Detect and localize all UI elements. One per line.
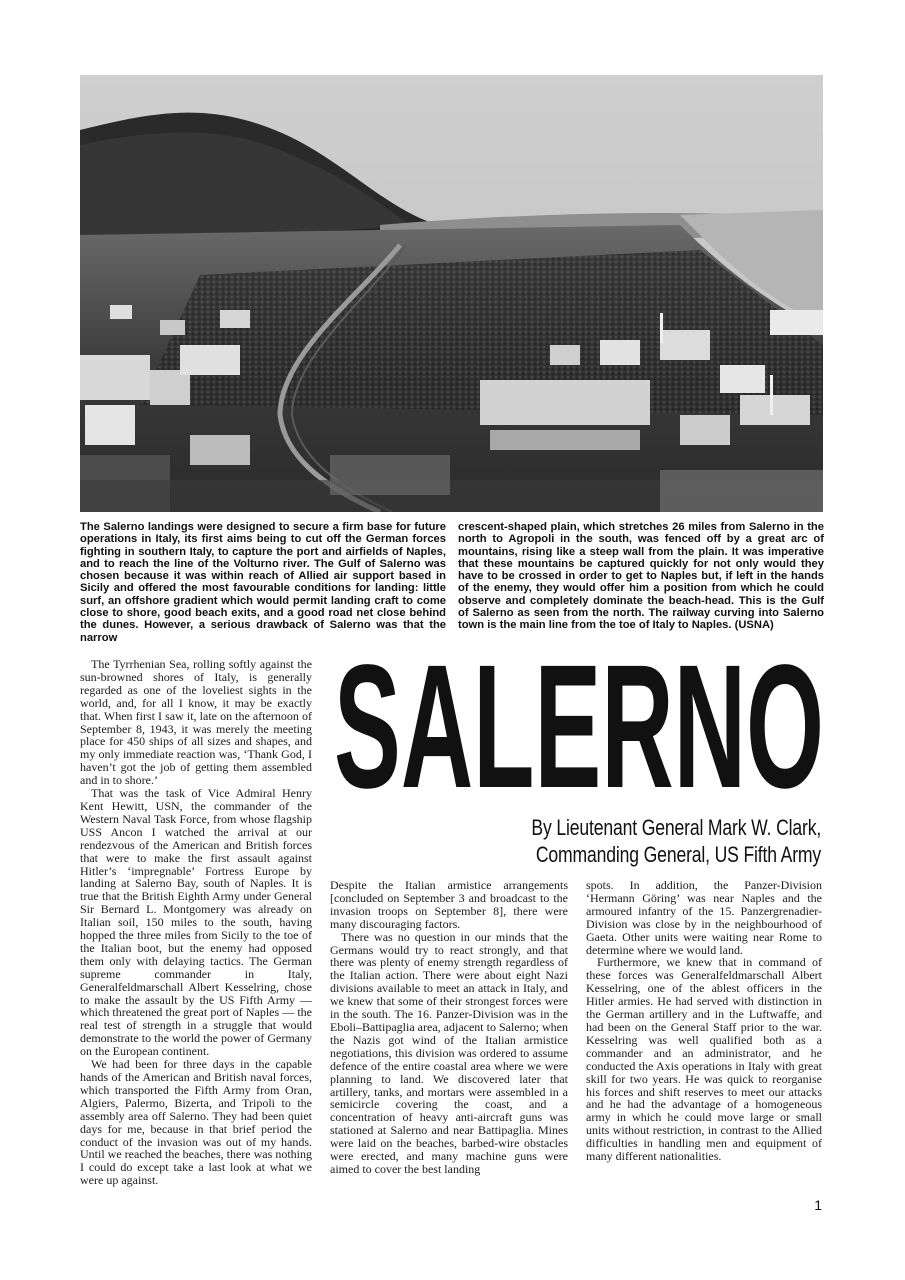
article-title — [334, 658, 826, 790]
body-column-1 — [80, 658, 312, 1187]
paragraph: Furthermore, we knew that in command of these forces was Generalfeldmarschall Albert Kesselring, one of the ablest officers in the Hitler armies. He had served with distinction in the German artillery and in the Luftwaffe, and had been on the General Staff prior to the war. Kesselring was well qualified both as a commander and an administrator, and he conducted the Axis operations in Italy with great skill for two years. He was quick to reorganise his forces and shift reserves to meet our attacks and he had the advantage of a homogeneous army in which he could move large or small units without restriction, in contrast to the Allied difficulties in handling men and equipment of many different nationalities. — [586, 955, 822, 1164]
landscape-photo-icon — [80, 75, 823, 512]
paragraph: We had been for three days in the capable hands of the American and British naval forces, which transported the Fifth Army from Oran, Algiers, Palermo, Bizerta, and Tripoli to the assembly area off Salerno. They had been quiet days for me, because in that brief period the conduct of the invasion was out of my hands. Until we reached the beaches, there was nothing I could do except take a last look at what we were up against. — [80, 1057, 312, 1188]
byline — [531, 814, 821, 868]
caption-left-text: The Salerno landings were designed to secure a firm base for future operations in Italy, its first aims being to cut off the German forces fighting in southern Italy, to capture the port and airfields of Naples, and to reach the line of the Volturno river. The Gulf of Salerno was chosen because it was within reach of Allied air support based in Sicily and offered the most favourable conditions for landing: little surf, an offshore gradient which would permit landing craft to come close to shore, good beach exits, and a good road net close behind the dunes. However, a serious drawback of Salerno was that the narrow — [80, 521, 446, 644]
page-number: 1 — [814, 1197, 822, 1213]
byline-line-1: By Lieutenant General Mark W. Clark, — [531, 815, 821, 840]
paragraph: That was the task of Vice Admiral Henry Kent Hewitt, USN, the commander of the Western Naval Task Force, from whose flagship USS Ancon I watched the arrival at our rendezvous of the American and British forces that were to make the first assault against Hitler’s ‘impregnable’ Fortress Europe by landing at Salerno Bay, south of Naples. It is true that the British Eighth Army under General Sir Bernard L. Montgomery was already on Italian soil, 150 miles to the south, having hopped the three miles from Sicily to the toe of the Italian boot, but the enemy had opposed them only with delaying tactics. The German supreme commander in Italy, Generalfeldmarschall Albert Kesselring, chose to make the assault by the US Fifth Army — which threatened the great port of Naples — the real test of strength in a struggle that would demonstrate to the world the power of Germany on the European continent. — [80, 786, 312, 1059]
paragraph: The Tyrrhenian Sea, rolling softly against the sun-browned shores of Italy, is generally regarded as one of the loveliest sights in the world, and, for all I know, it may be exactly that. When first I saw it, late on the afternoon of September 8, 1943, it was merely the meeting place for 450 ships of all sizes and shapes, and my only immediate reaction was, ‘Thank God, I haven’t got the job of getting them assembled and in to shore.’ — [80, 657, 312, 788]
paragraph: There was no question in our minds that the Germans would try to react strongly, and that there was plenty of enemy strength regardless of the Italian action. There were about eight Nazi divisions available to meet an attack in Italy, and we knew that some of their strongest forces were in the south. The 16. Panzer-Division was in the Eboli–Battipaglia area, adjacent to Salerno; when the Nazis got wind of the Italian armistice negotiations, this division was ordered to assume defence of the entire coastal area where we were planning to land. We discovered later that artillery, tanks, and mortars were assembled in a semicircle covering the coast, and a concentration of heavy anti-aircraft guns was stationed at Salerno and near Battipaglia. Mines were laid on the beaches, barbed-wire obstacles were erected, and many machine guns were aimed to cover the best landing — [330, 929, 568, 1176]
body-column-2 — [330, 879, 568, 1176]
byline-line-2: Commanding General, US Fifth Army — [535, 842, 821, 867]
paragraph: Despite the Italian armistice arrangements [concluded on September 3 and broadcast to the invasion troops on September 8], there were many discouraging factors. — [330, 878, 568, 931]
salerno-landscape-photo — [80, 75, 823, 512]
body-column-3 — [586, 879, 822, 1163]
paragraph: spots. In addition, the Panzer-Division ‘Hermann Göring’ was near Naples and the armoured infantry of the 15. Panzergrenadier-Division was close by in the neighbourhood of Gaeta. Other units were waiting near Rome to determine where we would land. — [586, 878, 822, 957]
photo-caption-right — [458, 521, 824, 632]
photo-caption-left — [80, 521, 446, 644]
caption-right-text: crescent-shaped plain, which stretches 26 miles from Salerno in the north to Agropoli in the south, was fenced off by a great arc of mountains, rising like a steep wall from the plain. It was imperative that these mountains be captured quickly for not only would they have to be crossed in order to get to Naples but, if left in the hands of the enemy, they would offer him a position from which he could observe and completely dominate the beach-head. This is the Gulf of Salerno as seen from the north. The railway curving into Salerno town is the main line from the toe of Italy to Naples. (USNA) — [458, 521, 824, 632]
article-title-text: SALERNO — [334, 658, 824, 790]
